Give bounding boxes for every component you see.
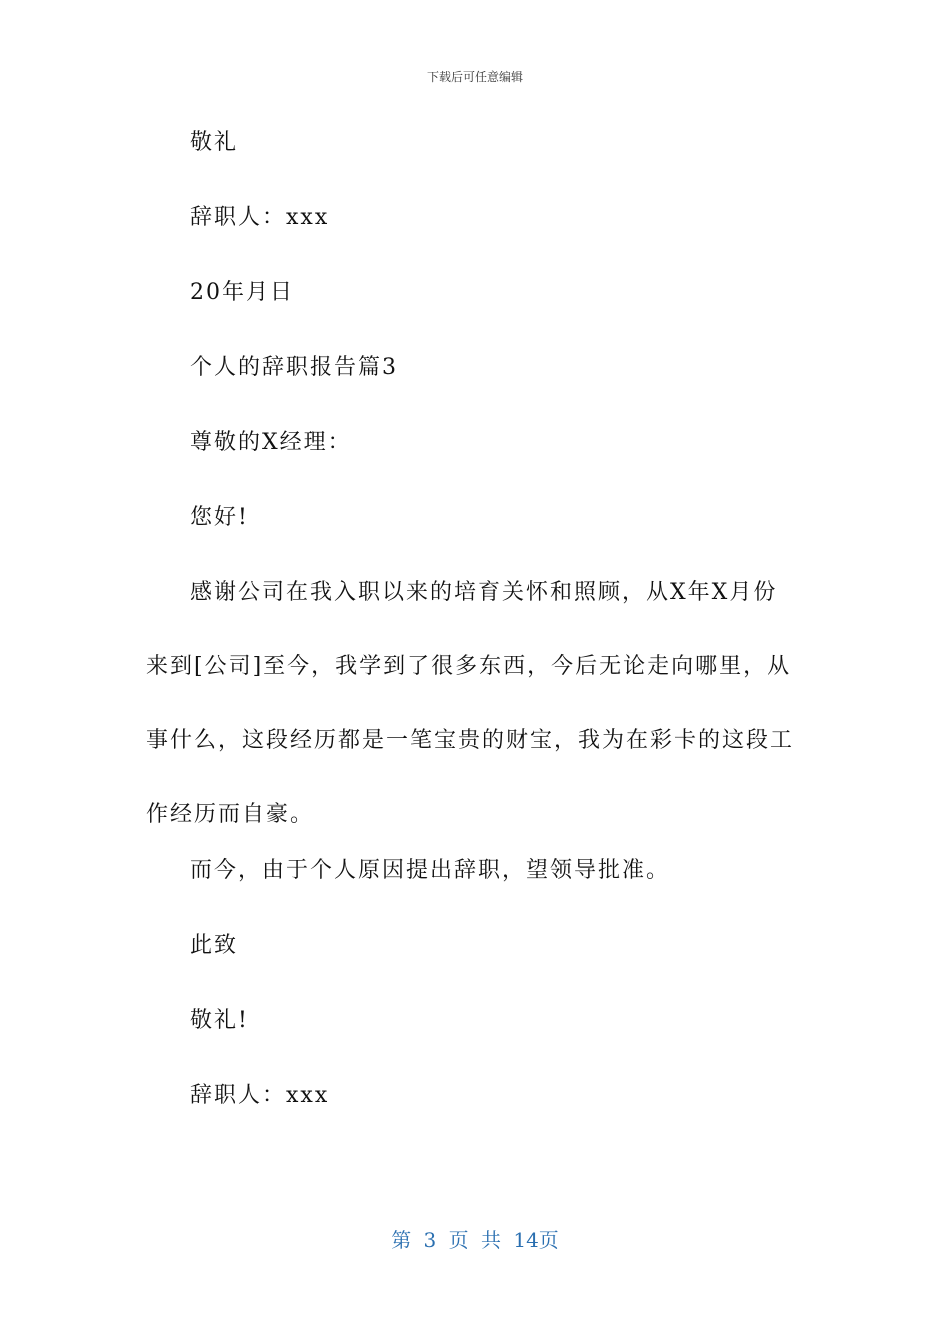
section-title: 个人的辞职报告篇3 (190, 355, 398, 380)
paragraph-date: 20年月日 (190, 280, 294, 305)
paragraph-signer-2: 辞职人：xxx (190, 1083, 330, 1108)
paragraph-jingli: 敬礼! (190, 1008, 249, 1033)
paragraph-closing: 敬礼 (190, 130, 239, 155)
paragraph-body: 感谢公司在我入职以来的培育关怀和照顾，从X年X月份来到[公司]至今，我学到了很多东西，今后无论走向哪里，从事什么，这段经历都是一笔宝贵的财宝，我为在彩卡的这段工作经历而自豪。 (146, 580, 795, 827)
paragraph-greeting: 您好! (190, 505, 249, 530)
paragraph-salutation: 尊敬的X经理： (190, 430, 352, 455)
paragraph-signer: 辞职人：xxx (190, 205, 330, 230)
paragraph-cizhi: 此致 (190, 933, 239, 958)
document-body (146, 124, 794, 1152)
page-number: 第 3 页 共 14页 (391, 1228, 559, 1252)
header-note: 下载后可任意编辑 (426, 70, 523, 84)
paragraph-reason: 而今，由于个人原因提出辞职，望领导批准。 (190, 858, 671, 883)
